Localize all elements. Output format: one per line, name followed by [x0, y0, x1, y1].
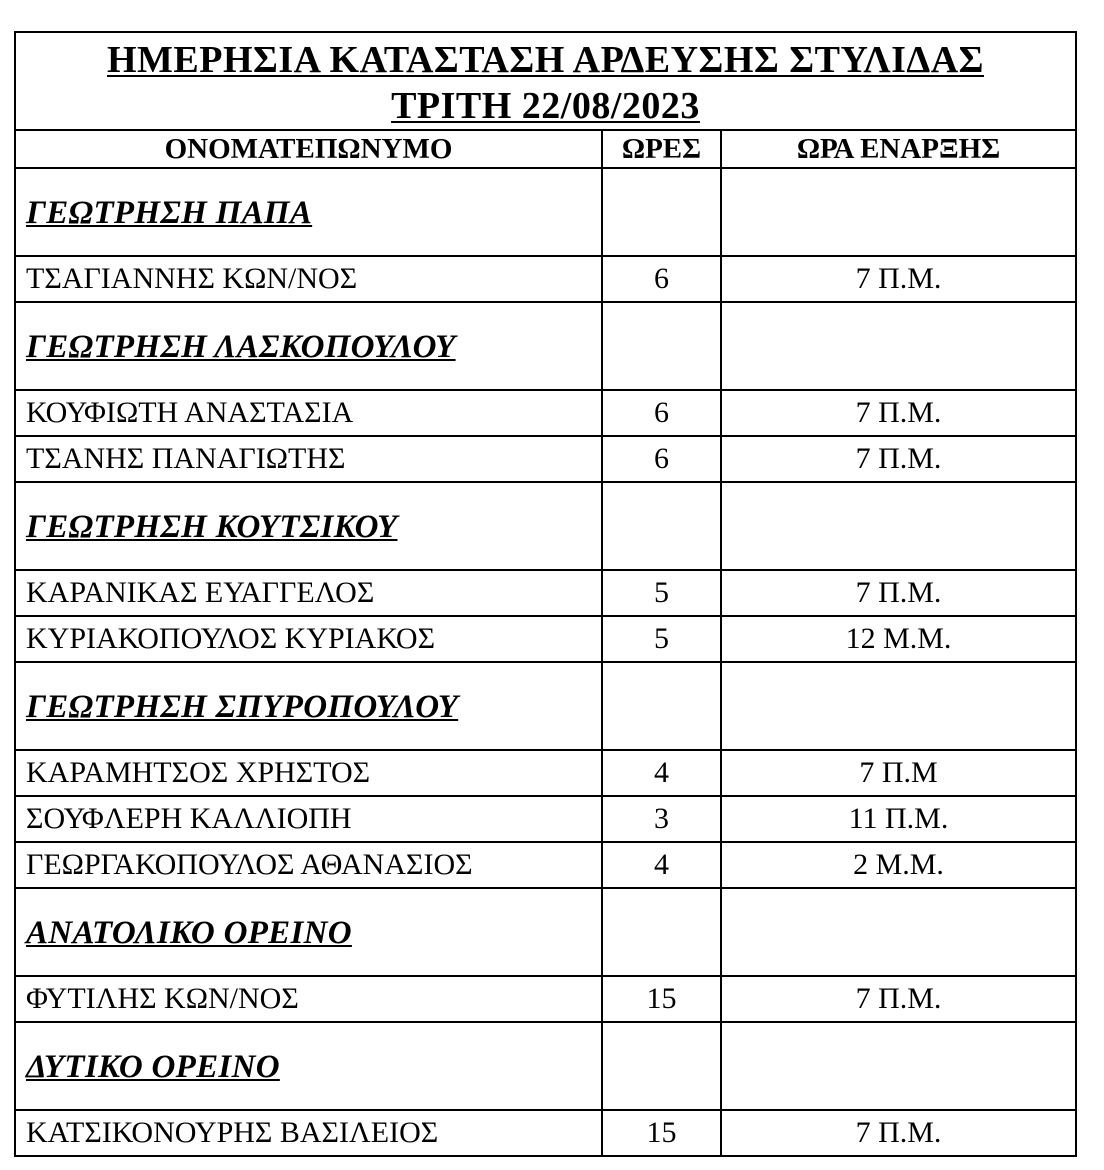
section-name-cell — [15, 302, 602, 390]
column-header-start: ΩΡΑ ΕΝΑΡΞΗΣ — [721, 130, 1076, 168]
table-row — [15, 570, 1076, 616]
start-time: 7 Π.Μ — [721, 750, 1076, 796]
hours-value: 6 — [602, 390, 721, 436]
hours-value: 4 — [602, 750, 721, 796]
start-time: 7 Π.Μ. — [721, 436, 1076, 482]
table-row — [15, 842, 1076, 888]
table-row — [15, 750, 1076, 796]
table-row — [15, 436, 1076, 482]
section-start-cell — [721, 482, 1076, 570]
start-time: 11 Π.Μ. — [721, 796, 1076, 842]
section-hours-cell — [602, 662, 721, 750]
section-hours-cell — [602, 888, 721, 976]
section-hours-cell — [602, 482, 721, 570]
section-row — [15, 1022, 1076, 1110]
section-hours-cell — [602, 1022, 721, 1110]
start-time: 2 Μ.Μ. — [721, 842, 1076, 888]
section-name-cell — [15, 662, 602, 750]
person-name: ΦΥΤΙΛΗΣ ΚΩΝ/ΝΟΣ — [15, 976, 602, 1022]
section-title: ΓΕΩΤΡΗΣΗ ΛΑΣΚΟΠΟΥΛΟΥ — [26, 329, 456, 365]
hours-value: 5 — [602, 570, 721, 616]
column-header-name: ΟΝΟΜΑΤΕΠΩΝΥΜΟ — [15, 130, 602, 168]
header-row — [15, 130, 1076, 168]
hours-value: 15 — [602, 1110, 721, 1156]
hours-value: 6 — [602, 436, 721, 482]
section-row — [15, 888, 1076, 976]
start-time: 7 Π.Μ. — [721, 570, 1076, 616]
table-row — [15, 976, 1076, 1022]
section-hours-cell — [602, 168, 721, 256]
section-row — [15, 302, 1076, 390]
person-name: ΓΕΩΡΓΑΚΟΠΟΥΛΟΣ ΑΘΑΝΑΣΙΟΣ — [15, 842, 602, 888]
section-start-cell — [721, 888, 1076, 976]
section-name-cell — [15, 482, 602, 570]
table-row — [15, 256, 1076, 302]
table-row — [15, 390, 1076, 436]
title-row — [15, 32, 1076, 130]
section-title: ΓΕΩΤΡΗΣΗ ΚΟΥΤΣΙΚΟΥ — [26, 509, 398, 545]
person-name: ΚΑΡΑΝΙΚΑΣ ΕΥΑΓΓΕΛΟΣ — [15, 570, 602, 616]
title-cell — [15, 32, 1076, 130]
section-title: ΔΥΤΙΚΟ ΟΡΕΙΝΟ — [26, 1049, 280, 1085]
start-time: 7 Π.Μ. — [721, 256, 1076, 302]
table-row — [15, 616, 1076, 662]
start-time: 12 Μ.Μ. — [721, 616, 1076, 662]
hours-value: 6 — [602, 256, 721, 302]
section-name-cell — [15, 1022, 602, 1110]
section-start-cell — [721, 302, 1076, 390]
section-name-cell — [15, 168, 602, 256]
section-start-cell — [721, 168, 1076, 256]
person-name: ΚΑΡΑΜΗΤΣΟΣ ΧΡΗΣΤΟΣ — [15, 750, 602, 796]
section-title: ΓΕΩΤΡΗΣΗ ΠΑΠΑ — [26, 195, 313, 231]
person-name: ΚΑΤΣΙΚΟΝΟΥΡΗΣ ΒΑΣΙΛΕΙΟΣ — [15, 1110, 602, 1156]
section-title: ΓΕΩΤΡΗΣΗ ΣΠΥΡΟΠΟΥΛΟΥ — [26, 689, 459, 725]
person-name: ΚΟΥΦΙΩΤΗ ΑΝΑΣΤΑΣΙΑ — [15, 390, 602, 436]
document-date: ΤΡΙΤΗ 22/08/2023 — [391, 85, 700, 127]
section-row — [15, 168, 1076, 256]
hours-value: 3 — [602, 796, 721, 842]
person-name: ΤΣΑΓΙΑΝΝΗΣ ΚΩΝ/ΝΟΣ — [15, 256, 602, 302]
section-start-cell — [721, 1022, 1076, 1110]
person-name: ΚΥΡΙΑΚΟΠΟΥΛΟΣ ΚΥΡΙΑΚΟΣ — [15, 616, 602, 662]
start-time: 7 Π.Μ. — [721, 1110, 1076, 1156]
person-name: ΤΣΑΝΗΣ ΠΑΝΑΓΙΩΤΗΣ — [15, 436, 602, 482]
table-row — [15, 1110, 1076, 1156]
section-row — [15, 662, 1076, 750]
section-row — [15, 482, 1076, 570]
hours-value: 15 — [602, 976, 721, 1022]
section-hours-cell — [602, 302, 721, 390]
irrigation-schedule-table — [14, 31, 1077, 1157]
section-name-cell — [15, 888, 602, 976]
person-name: ΣΟΥΦΛΕΡΗ ΚΑΛΛΙΟΠΗ — [15, 796, 602, 842]
start-time: 7 Π.Μ. — [721, 976, 1076, 1022]
start-time: 7 Π.Μ. — [721, 390, 1076, 436]
section-start-cell — [721, 662, 1076, 750]
document-title: ΗΜΕΡΗΣΙΑ ΚΑΤΑΣΤΑΣΗ ΑΡΔΕΥΣΗΣ ΣΤΥΛΙΔΑΣ — [107, 39, 984, 81]
table-row — [15, 796, 1076, 842]
column-header-hours: ΩΡΕΣ — [602, 130, 721, 168]
section-title: ΑΝΑΤΟΛΙΚΟ ΟΡΕΙΝΟ — [26, 915, 352, 951]
table-body — [15, 32, 1076, 1156]
hours-value: 5 — [602, 616, 721, 662]
hours-value: 4 — [602, 842, 721, 888]
